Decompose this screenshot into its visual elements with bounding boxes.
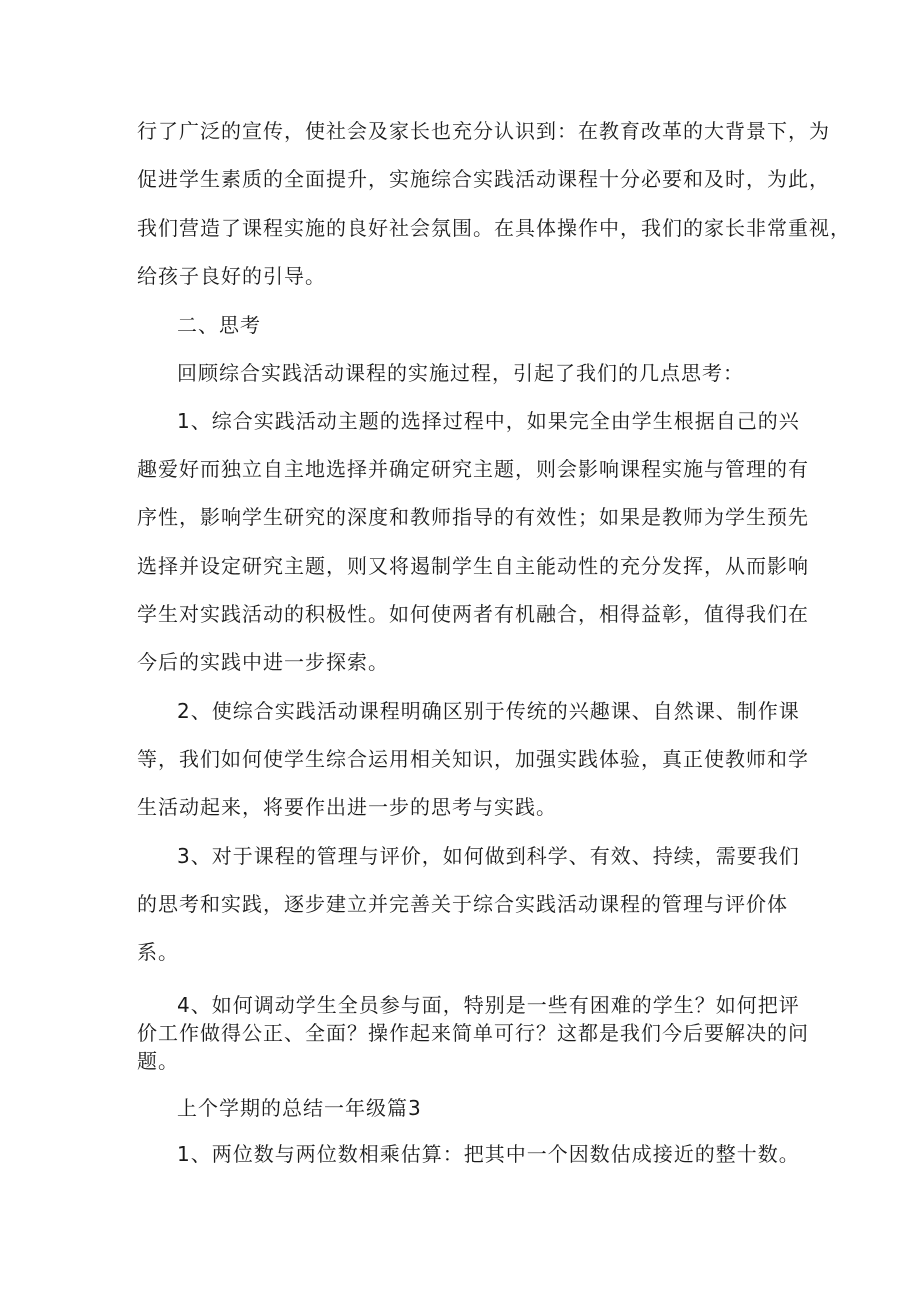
section-title: 上个学期的总结一年级篇3 <box>177 1096 422 1120</box>
item1-line: 1、综合实践活动主题的选择过程中，如果完全由学生根据自己的兴 <box>177 409 800 433</box>
item3-line: 3、对于课程的管理与评价，如何做到科学、有效、持续，需要我们 <box>177 844 800 868</box>
paragraph-line: 行了广泛的宣传，使社会及家长也充分认识到：在教育改革的大背景下，为 <box>137 119 830 143</box>
section-item-line: 1、两位数与两位数相乘估算：把其中一个因数估成接近的整十数。 <box>177 1142 800 1166</box>
item4-line: 4、如何调动学生全员参与面，特别是一些有困难的学生？如何把评 <box>177 993 800 1017</box>
item2-line: 2、使综合实践活动课程明确区别于传统的兴趣课、自然课、制作课 <box>177 699 800 723</box>
item1-line: 序性，影响学生研究的深度和教师指导的有效性；如果是教师为学生预先 <box>137 505 809 529</box>
paragraph-line: 促进学生素质的全面提升，实施综合实践活动课程十分必要和及时，为此， <box>137 167 830 191</box>
item4-line: 题。 <box>137 1049 179 1073</box>
item3-line: 系。 <box>137 940 179 964</box>
item1-line: 选择并设定研究主题，则又将遏制学生自主能动性的充分发挥，从而影响 <box>137 554 809 578</box>
paragraph-line: 我们营造了课程实施的良好社会氛围。在具体操作中，我们的家长非常重视， <box>137 216 851 240</box>
item1-line: 趣爱好而独立自主地选择并确定研究主题，则会影响课程实施与管理的有 <box>137 457 809 481</box>
paragraph-line: 给孩子良好的引导。 <box>137 264 326 288</box>
item4-line: 价工作做得公正、全面？操作起来简单可行？这都是我们今后要解决的问 <box>137 1021 809 1045</box>
section-heading: 二、思考 <box>177 313 261 337</box>
item1-line: 今后的实践中进一步探索。 <box>137 650 389 674</box>
intro-line: 回顾综合实践活动课程的实施过程，引起了我们的几点思考： <box>177 361 744 385</box>
item1-line: 学生对实践活动的积极性。如何使两者有机融合，相得益彰，值得我们在 <box>137 602 809 626</box>
item2-line: 等，我们如何使学生综合运用相关知识，加强实践体验，真正使教师和学 <box>137 747 809 771</box>
item3-line: 的思考和实践，逐步建立并完善关于综合实践活动课程的管理与评价体 <box>137 892 788 916</box>
item2-line: 生活动起来，将要作出进一步的思考与实践。 <box>137 795 557 819</box>
